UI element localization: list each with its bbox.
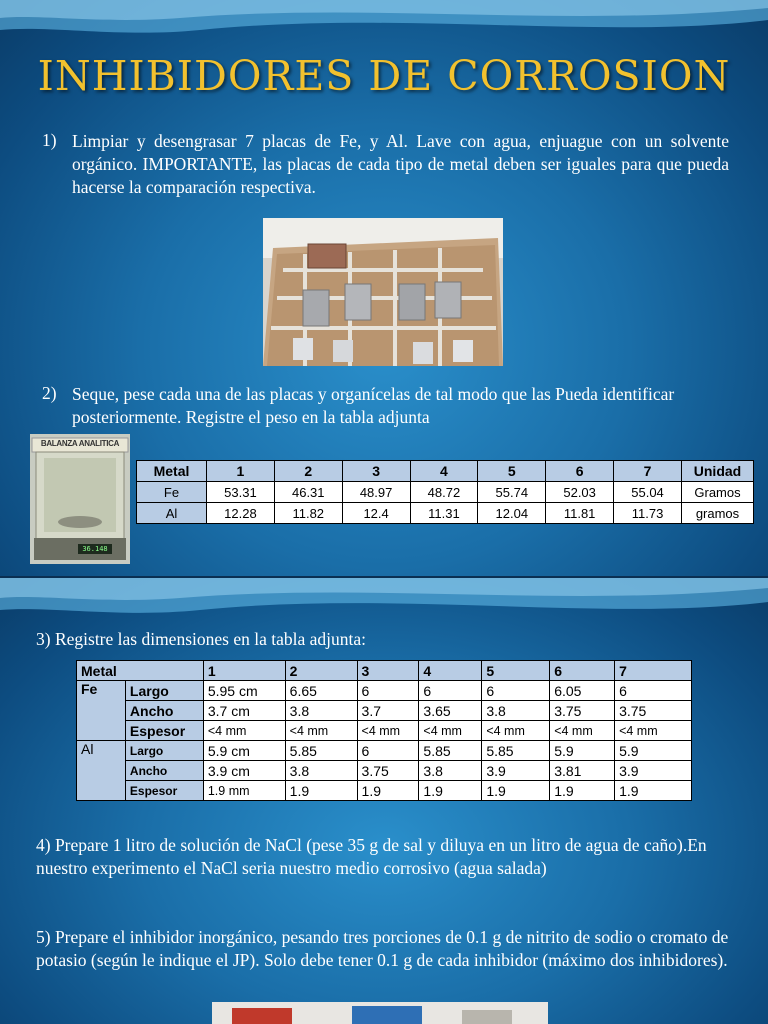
- metal-label: Al: [77, 741, 126, 801]
- dimension-cell: 6: [357, 741, 419, 761]
- table-row: [77, 741, 692, 761]
- dimension-cell: <4 mm: [615, 721, 692, 741]
- weight-table: [136, 460, 754, 524]
- dimension-label: Ancho: [125, 761, 203, 781]
- dimensions-table-header: [77, 661, 692, 681]
- wave-decoration: [0, 0, 768, 60]
- weight-cell: 11.73: [614, 503, 682, 524]
- dimension-cell: 6: [482, 681, 550, 701]
- dimension-cell: 1.9: [285, 781, 357, 801]
- weight-cell: 11.81: [546, 503, 614, 524]
- weight-table-header: [137, 461, 754, 482]
- dimension-cell: 3.8: [482, 701, 550, 721]
- dimension-cell: 3.8: [285, 761, 357, 781]
- weight-cell: 48.72: [410, 482, 478, 503]
- dimension-cell: <4 mm: [419, 721, 482, 741]
- header-cell: 2: [285, 661, 357, 681]
- dimensions-table: [76, 660, 692, 801]
- step-2-number: 2): [42, 383, 57, 403]
- header-cell: 3: [357, 661, 419, 681]
- dimension-cell: 3.65: [419, 701, 482, 721]
- unit-cell: Gramos: [682, 482, 754, 503]
- step-5-text: 5) Prepare el inhibidor inorgánico, pesando tres porciones de 0.1 g de nitrito de sodio o cromato de potasio (según le indique el JP). Solo debe tener 0.1 g de cada inhibidor (máximo dos inhibidores).: [36, 927, 729, 970]
- weight-cell: 48.97: [342, 482, 410, 503]
- balance-display: 36.148: [82, 545, 108, 553]
- dimension-cell: 1.9: [419, 781, 482, 801]
- weight-cell: 12.04: [478, 503, 546, 524]
- table-row: [77, 721, 692, 741]
- dimension-label: Ancho: [125, 701, 203, 721]
- dimension-cell: 1.9: [550, 781, 615, 801]
- dimension-cell: 1.9: [482, 781, 550, 801]
- header-cell: Metal: [137, 461, 207, 482]
- dimension-cell: 6: [357, 681, 419, 701]
- weight-cell: 46.31: [274, 482, 342, 503]
- dimension-cell: <4 mm: [482, 721, 550, 741]
- header-cell: 3: [342, 461, 410, 482]
- unit-cell: gramos: [682, 503, 754, 524]
- dimension-cell: 3.75: [615, 701, 692, 721]
- step-4-text: 4) Prepare 1 litro de solución de NaCl (pese 35 g de sal y diluya en un litro de agua de caño).En nuestro experimento el NaCl seria nuestro medio corrosivo (agua salada): [36, 835, 707, 878]
- plates-photo-image: [263, 218, 503, 366]
- weight-cell: 52.03: [546, 482, 614, 503]
- dimension-cell: 3.9: [482, 761, 550, 781]
- dimension-cell: 5.85: [285, 741, 357, 761]
- weight-cell: 53.31: [207, 482, 275, 503]
- weight-cell: 12.28: [207, 503, 275, 524]
- header-cell: 4: [419, 661, 482, 681]
- header-cell: 6: [550, 661, 615, 681]
- plates-photo: [263, 218, 503, 366]
- dimension-cell: <4 mm: [357, 721, 419, 741]
- dimension-cell: 5.85: [482, 741, 550, 761]
- dimension-cell: 3.8: [285, 701, 357, 721]
- header-cell: 1: [203, 661, 285, 681]
- slide-2: [0, 578, 768, 1024]
- dimension-cell: 5.9: [615, 741, 692, 761]
- dimension-label: Largo: [125, 681, 203, 701]
- table-row: [77, 701, 692, 721]
- header-cell: Metal: [77, 661, 204, 681]
- header-cell: 5: [482, 661, 550, 681]
- dimension-cell: 5.9: [550, 741, 615, 761]
- header-cell: 4: [410, 461, 478, 482]
- weight-cell: 12.4: [342, 503, 410, 524]
- step-1-number: 1): [42, 130, 57, 150]
- dimension-cell: <4 mm: [550, 721, 615, 741]
- table-row: [77, 781, 692, 801]
- dimension-cell: 3.75: [550, 701, 615, 721]
- dimension-cell: 3.81: [550, 761, 615, 781]
- step-3-text: 3) Registre las dimensiones en la tabla adjunta:: [36, 629, 366, 649]
- step-1-text: Limpiar y desengrasar 7 placas de Fe, y Al. Lave con agua, enjuague con un solvente orgánico. IMPORTANTE, las placas de cada tipo de metal deben ser iguales para que pueda hacerse la comparación respectiva.: [72, 131, 729, 197]
- dimension-cell: 6.05: [550, 681, 615, 701]
- dimension-label: Espesor: [125, 781, 203, 801]
- dimension-label: Largo: [125, 741, 203, 761]
- dimension-cell: 6.65: [285, 681, 357, 701]
- header-cell: 1: [207, 461, 275, 482]
- metal-label: Fe: [77, 681, 126, 741]
- balance-label: BALANZA ANALITICA: [40, 439, 120, 448]
- table-row: [77, 761, 692, 781]
- balance-photo: [30, 434, 130, 564]
- dimension-cell: 3.7 cm: [203, 701, 285, 721]
- table-row: [137, 503, 754, 524]
- dimension-cell: <4 mm: [285, 721, 357, 741]
- dimension-cell: 1.9: [357, 781, 419, 801]
- header-cell: 7: [615, 661, 692, 681]
- table-row: [137, 482, 754, 503]
- metal-label: Al: [137, 503, 207, 524]
- page-title: INHIBIDORES DE CORROSION: [37, 52, 731, 100]
- dimension-cell: 5.95 cm: [203, 681, 285, 701]
- dimension-cell: 5.85: [419, 741, 482, 761]
- dimension-cell: 3.9 cm: [203, 761, 285, 781]
- dimension-cell: 1.9: [615, 781, 692, 801]
- header-cell: Unidad: [682, 461, 754, 482]
- dimension-cell: 6: [615, 681, 692, 701]
- inhibitor-photo: [212, 1002, 548, 1024]
- inhibitor-photo-image: [212, 1002, 548, 1024]
- dimension-cell: 3.9: [615, 761, 692, 781]
- header-cell: 5: [478, 461, 546, 482]
- weight-cell: 11.82: [274, 503, 342, 524]
- table-row: [77, 681, 692, 701]
- header-cell: 6: [546, 461, 614, 482]
- dimension-cell: 6: [419, 681, 482, 701]
- step-2-text: Seque, pese cada una de las placas y organícelas de tal modo que las Pueda identificar posteriormente. Registre el peso en la tabla adjunta: [72, 384, 675, 427]
- metal-label: Fe: [137, 482, 207, 503]
- header-cell: 2: [274, 461, 342, 482]
- dimension-cell: 1.9 mm: [203, 781, 285, 801]
- dimension-label: Espesor: [125, 721, 203, 741]
- weight-cell: 55.04: [614, 482, 682, 503]
- dimension-cell: <4 mm: [203, 721, 285, 741]
- dimension-cell: 5.9 cm: [203, 741, 285, 761]
- dimension-cell: 3.7: [357, 701, 419, 721]
- weight-cell: 11.31: [410, 503, 478, 524]
- header-cell: 7: [614, 461, 682, 482]
- dimension-cell: 3.75: [357, 761, 419, 781]
- dimension-cell: 3.8: [419, 761, 482, 781]
- weight-cell: 55.74: [478, 482, 546, 503]
